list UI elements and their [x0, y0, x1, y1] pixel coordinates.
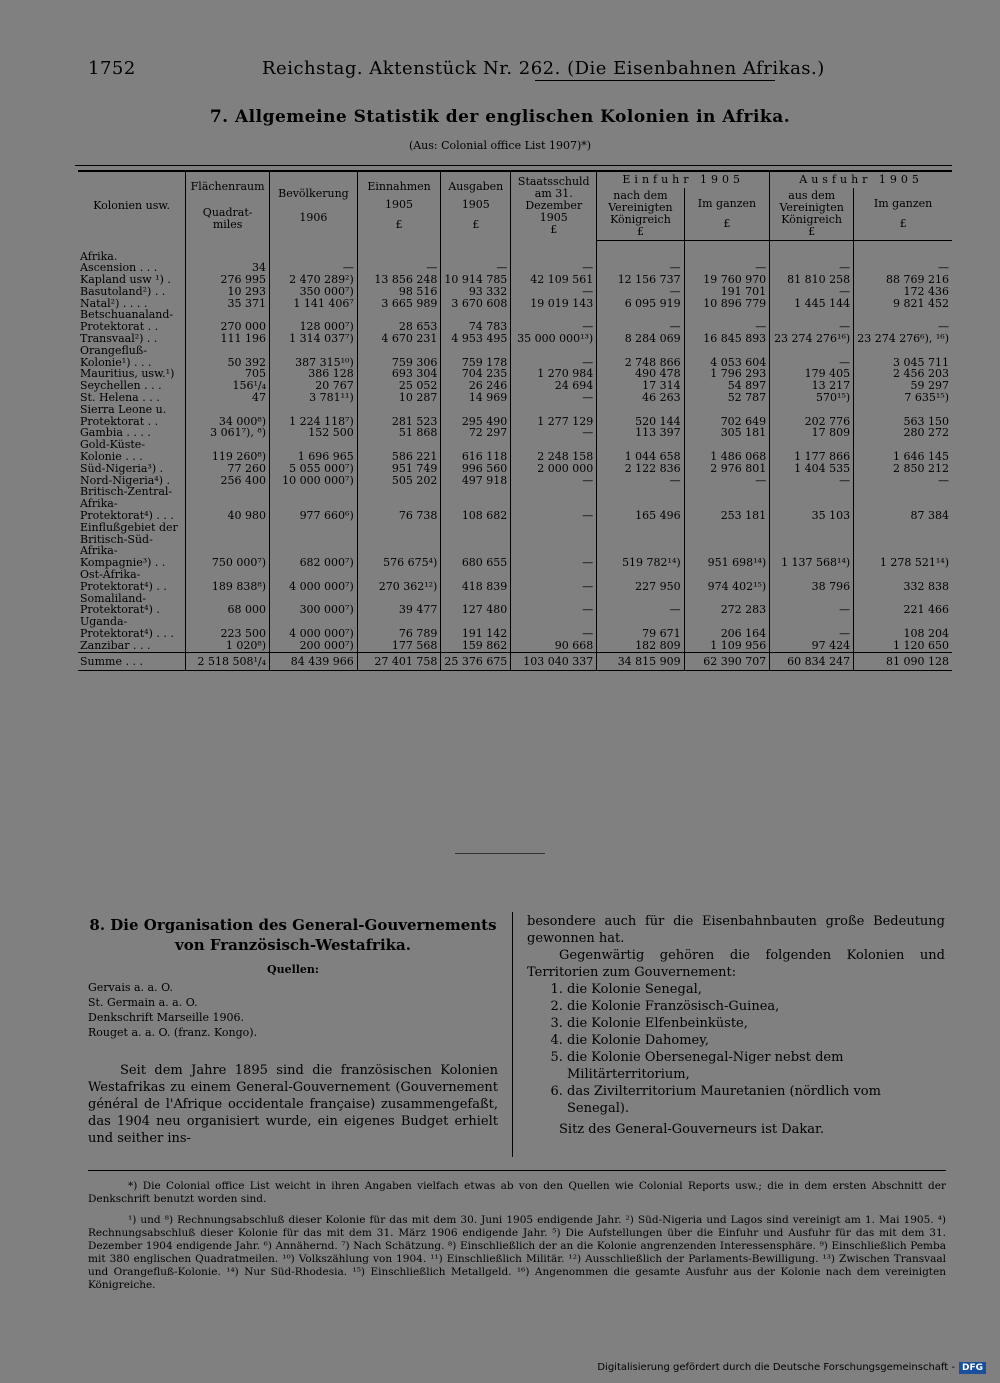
table-top-rule — [75, 165, 952, 166]
quellen-label: Quellen: — [267, 963, 319, 976]
table-cell: 26 246 — [441, 380, 511, 392]
colony-list-item: 4. die Kolonie Dahomey, — [567, 1032, 945, 1049]
table-cell: 7 635¹⁵) — [854, 392, 952, 404]
table-cell: 34 000⁸) — [186, 404, 270, 428]
table-cell: 1 109 956 — [684, 640, 770, 652]
table-cell: 152 500 — [270, 427, 358, 439]
table-cell: 87 384 — [854, 486, 952, 521]
table-cell: — — [770, 286, 854, 298]
table-cell: 497 918 — [441, 475, 511, 487]
table-row — [78, 309, 952, 333]
table-cell: 505 202 — [357, 475, 441, 487]
table-cell: 10 293 — [186, 286, 270, 298]
table-cell: 1 141 406⁷ — [270, 298, 358, 310]
colony-list-item: 2. die Kolonie Französisch-Guinea, — [567, 998, 945, 1015]
quellen-item: Rouget a. a. O. (franz. Kongo). — [88, 1026, 258, 1039]
table-cell: — — [511, 475, 597, 487]
table-cell: 576 675⁴) — [357, 522, 441, 569]
table-cell: 387 315¹⁰) — [270, 345, 358, 369]
table-cell: 16 845 893 — [684, 333, 770, 345]
table-row — [78, 439, 952, 463]
table-cell: 1 120 650 — [854, 640, 952, 652]
table-cell: 10 000 000⁷) — [270, 475, 358, 487]
colony-list-item: 6. das Zivilterritorium Mauretanien (nördlich vom Senegal). — [567, 1083, 945, 1117]
section8-title-line2: von Französisch-Westafrika. — [175, 936, 411, 954]
table-cell: 46 263 — [597, 392, 684, 404]
table-cell: 300 000⁷) — [270, 593, 358, 617]
table-cell: 54 897 — [684, 380, 770, 392]
table-cell: 586 221 — [357, 439, 441, 463]
table-cell: 1 404 535 — [770, 463, 854, 475]
table-cell: 74 783 — [441, 309, 511, 333]
colony-name-cell: Mauritius, usw.¹) — [80, 367, 175, 381]
table-cell: 10 896 779 — [684, 298, 770, 310]
table-cell: 156¹/₄ — [186, 380, 270, 392]
statistics-table — [78, 170, 952, 671]
header-einnahmen: Einnahmen 1905 £ — [357, 171, 441, 241]
table-cell: 202 776 — [770, 404, 854, 428]
table-cell: — — [597, 475, 684, 487]
table-cell: 119 260⁸) — [186, 439, 270, 463]
sum-cell: 81 090 128 — [854, 652, 952, 671]
column-divider — [512, 912, 513, 1157]
table-cell: 693 304 — [357, 368, 441, 380]
table-cell: 8 284 069 — [597, 333, 684, 345]
quellen-item: Gervais a. a. O. — [88, 981, 173, 994]
sum-cell: 27 401 758 — [357, 652, 441, 671]
section7-source: (Aus: Colonial office List 1907)*) — [408, 139, 592, 152]
quellen-item: St. Germain a. a. O. — [88, 996, 198, 1009]
table-cell: 17 809 — [770, 427, 854, 439]
table-cell: 5 055 000⁷) — [270, 463, 358, 475]
table-cell: 3 670 608 — [441, 298, 511, 310]
quellen-item: Denkschrift Marseille 1906. — [88, 1011, 245, 1024]
table-cell: — — [511, 286, 597, 298]
table-cell: 51 868 — [357, 427, 441, 439]
colony-name-cell: Süd-Nigeria³) . — [80, 461, 164, 475]
table-cell: 127 480 — [441, 593, 511, 617]
table-cell: 19 760 970 — [684, 274, 770, 286]
table-cell: 23 274 276⁶), ¹⁶) — [854, 333, 952, 345]
table-cell: 680 655 — [441, 522, 511, 569]
sum-cell: 25 376 675 — [441, 652, 511, 671]
table-cell: 93 332 — [441, 286, 511, 298]
table-cell: 2 850 212 — [854, 463, 952, 475]
table-cell: 6 095 919 — [597, 298, 684, 310]
table-cell: 1 696 965 — [270, 439, 358, 463]
table-cell: 2 000 000 — [511, 463, 597, 475]
header-bevoelkerung: Bevölkerung 1906 — [270, 171, 358, 241]
table-cell: 50 392 — [186, 345, 270, 369]
table-row — [78, 463, 952, 475]
table-cell: 570¹⁵) — [770, 392, 854, 404]
footnote-rule — [88, 1170, 946, 1171]
table-cell: 2 470 289²) — [270, 274, 358, 286]
sum-cell: 60 834 247 — [770, 652, 854, 671]
table-cell: 2 748 866 — [597, 345, 684, 369]
table-cell: 4 000 000⁷) — [270, 569, 358, 593]
table-cell: 34 — [186, 262, 270, 274]
table-cell: 28 653 — [357, 309, 441, 333]
table-cell: 272 283 — [684, 593, 770, 617]
table-cell: 68 000 — [186, 593, 270, 617]
table-cell: 97 424 — [770, 640, 854, 652]
table-cell: 256 400 — [186, 475, 270, 487]
section-label: Afrika. — [80, 249, 118, 263]
table-cell: 1 137 568¹⁴) — [770, 522, 854, 569]
table-cell: 76 789 — [357, 616, 441, 640]
table-cell: 1 278 521¹⁴) — [854, 522, 952, 569]
colony-list-item: 5. die Kolonie Obersenegal-Niger nebst dem Militärterritorium, — [567, 1049, 945, 1083]
table-cell: 3 061⁷), ⁸) — [186, 427, 270, 439]
credit-text: Digitalisierung gefördert durch die Deutsche Forschungsgemeinschaft - — [597, 1362, 955, 1373]
table-cell: 519 782¹⁴) — [597, 522, 684, 569]
table-cell: 1 020⁸) — [186, 640, 270, 652]
table-cell: — — [770, 345, 854, 369]
table-cell: 253 181 — [684, 486, 770, 521]
header-ausfuhr: Ausfuhr 1905 — [770, 171, 952, 188]
table-row — [78, 333, 952, 345]
header-flaeche: Flächenraum Quadrat-miles — [186, 171, 270, 241]
colony-name-cell: Zanzibar . . . — [80, 638, 151, 652]
table-cell: 35 371 — [186, 298, 270, 310]
sum-cell: 2 518 508¹/₄ — [186, 652, 270, 671]
header-einfuhr: Einfuhr 1905 — [597, 171, 770, 188]
colony-list — [527, 981, 945, 1117]
table-cell: — — [684, 309, 770, 333]
table-cell: 974 402¹⁵) — [684, 569, 770, 593]
table-cell: 81 810 258 — [770, 274, 854, 286]
table-cell: 179 405 — [770, 368, 854, 380]
table-cell: 52 787 — [684, 392, 770, 404]
sum-cell: 103 040 337 — [511, 652, 597, 671]
table-cell: 172 436 — [854, 286, 952, 298]
table-cell: 1 314 037⁷) — [270, 333, 358, 345]
table-cell: — — [854, 475, 952, 487]
table-cell: — — [511, 616, 597, 640]
table-cell: — — [511, 427, 597, 439]
table-cell: 1 224 118⁷) — [270, 404, 358, 428]
sum-cell: 62 390 707 — [684, 652, 770, 671]
table-row — [78, 593, 952, 617]
table-cell: 2 456 203 — [854, 368, 952, 380]
table-cell: 4 953 495 — [441, 333, 511, 345]
colony-name-cell: Britisch-Zentral-Afrika-Protektorat⁴) . . . — [80, 485, 174, 523]
footnotes-numbered: ¹) und ⁸) Rechnungsabschluß dieser Kolonie für das mit dem 30. Juni 1905 endigende Jahr. ²) Süd-Nigeria und Lagos sind vereinigt am 1. Mai 1905. ⁴) Rechnungsabschluß dieser Kolonie für das mit dem 31. März 1906 endigende Jahr. ⁵) Die Aufstellungen über die Einfuhr und Ausfuhr für das mit dem 31. Dezember 1904 endigende Jahr. ⁶) Annähernd. ⁷) Nach Schätzung. ⁸) Einschließlich der an die Kolonie angrenzenden Interessensphäre. ⁹) Einschließlich Pemba mit 380 englischen Quadratmeilen. ¹⁰) Volkszählung von 1904. ¹¹) Einschließlich Militär. ¹²) Ausschließlich der Parlaments-Bewilligung. ¹³) Zwischen Transvaal und Orangefluß-Kolonie. ¹⁴) Nur Süd-Rhodesia. ¹⁵) Einschließlich Metallgeld. ¹⁶) Angenommen die gesamte Ausfuhr aus der Kolonie nach dem vereinigten Königreiche. — [88, 1214, 946, 1291]
table-cell: 996 560 — [441, 463, 511, 475]
header-ausgaben: Ausgaben 1905 £ — [441, 171, 511, 241]
table-cell: 704 235 — [441, 368, 511, 380]
table-cell: 702 649 — [684, 404, 770, 428]
table-row — [78, 616, 952, 640]
table-cell: 977 660⁶) — [270, 486, 358, 521]
running-title: Reichstag. Aktenstück Nr. 262. (Die Eisenbahnen Afrikas.) — [262, 58, 825, 79]
table-cell: 35 000 000¹³) — [511, 333, 597, 345]
table-cell: 1 445 144 — [770, 298, 854, 310]
table-cell: 2 248 158 — [511, 439, 597, 463]
table-cell: 1 044 658 — [597, 439, 684, 463]
table-cell: 108 682 — [441, 486, 511, 521]
table-cell: 563 150 — [854, 404, 952, 428]
table-cell: 17 314 — [597, 380, 684, 392]
colony-name-cell: Orangefluß-Kolonie¹) . . . — [80, 343, 152, 369]
table-row — [78, 286, 952, 298]
table-cell: 88 769 216 — [854, 274, 952, 286]
table-cell: — — [357, 262, 441, 274]
table-cell: 1 277 129 — [511, 404, 597, 428]
table-cell: 13 217 — [770, 380, 854, 392]
table-cell: 3 045 711 — [854, 345, 952, 369]
table-cell: — — [511, 486, 597, 521]
colony-name-cell: Gold-Küste-Kolonie . . . — [80, 438, 146, 464]
table-cell: 281 523 — [357, 404, 441, 428]
colony-name-cell: Ost-Afrika-Protektorat⁴) . . — [80, 568, 167, 593]
table-cell: 332 838 — [854, 569, 952, 593]
table-cell: — — [770, 309, 854, 333]
table-cell: 189 838⁸) — [186, 569, 270, 593]
colony-name-cell: Sierra Leone u. Protektorat . . — [80, 402, 167, 428]
table-cell: 39 477 — [357, 593, 441, 617]
table-row — [78, 427, 952, 439]
colony-name-cell: Betschuanaland-Protektorat . . — [80, 308, 174, 334]
table-cell: 113 397 — [597, 427, 684, 439]
table-cell: 42 109 561 — [511, 274, 597, 286]
table-cell: 98 516 — [357, 286, 441, 298]
table-cell: 4 000 000⁷) — [270, 616, 358, 640]
colony-list-item: 3. die Kolonie Elfenbeinküste, — [567, 1015, 945, 1032]
header-ausfuhr-vk: aus dem Vereinigten Königreich £ — [770, 188, 854, 241]
section7-title: 7. Allgemeine Statistik der englischen Kolonien in Afrika. — [209, 107, 791, 127]
colony-name-cell: Nord-Nigeria⁴) . — [80, 473, 170, 487]
table-cell: 4 670 231 — [357, 333, 441, 345]
colony-name-cell: Gambia . . . . — [80, 426, 151, 440]
colony-name-cell: Einflußgebiet der Britisch-Süd-Afrika-Kompagnie³) . . — [80, 520, 178, 570]
table-cell: 206 164 — [684, 616, 770, 640]
colony-name-cell: Uganda-Protektorat⁴) . . . — [80, 615, 174, 640]
colony-name-cell: Somaliland-Protektorat⁴) . — [80, 591, 160, 617]
table-cell: 1 486 068 — [684, 439, 770, 463]
table-cell: — — [597, 593, 684, 617]
table-cell: 35 103 — [770, 486, 854, 521]
section8-title-line1: 8. Die Organisation des General-Gouvernements — [89, 916, 497, 934]
header-einfuhr-vk: nach dem Vereinigten Königreich £ — [597, 188, 684, 241]
table-cell: — — [854, 262, 952, 274]
table-cell: — — [511, 569, 597, 593]
table-cell: 191 701 — [684, 286, 770, 298]
table-cell: — — [511, 522, 597, 569]
table-row — [78, 392, 952, 404]
table-cell: 951 698¹⁴) — [684, 522, 770, 569]
section8-paragraph-right2: Gegenwärtig gehören die folgenden Kolonien und Territorien zum Gouvernement: — [527, 948, 945, 980]
table-cell: 182 809 — [597, 640, 684, 652]
section-separator — [455, 853, 545, 854]
table-cell: 418 839 — [441, 569, 511, 593]
table-cell: 295 490 — [441, 404, 511, 428]
table-cell: 227 950 — [597, 569, 684, 593]
table-cell: 305 181 — [684, 427, 770, 439]
colony-name-cell: Ascension . . . — [80, 261, 158, 275]
table-cell: 4 053 604 — [684, 345, 770, 369]
table-cell: — — [270, 262, 358, 274]
table-cell: — — [511, 309, 597, 333]
table-cell: 705 — [186, 368, 270, 380]
table-cell: 276 995 — [186, 274, 270, 286]
table-row — [78, 298, 952, 310]
table-cell: 19 019 143 — [511, 298, 597, 310]
colony-name-cell: Natal²) . . . . — [80, 296, 148, 310]
table-cell: 40 980 — [186, 486, 270, 521]
table-cell: 270 000 — [186, 309, 270, 333]
table-cell: 490 478 — [597, 368, 684, 380]
table-cell: 13 856 248 — [357, 274, 441, 286]
section8-left-column — [88, 915, 498, 1147]
table-cell: 1 270 984 — [511, 368, 597, 380]
table-cell: — — [597, 309, 684, 333]
table-cell: 59 297 — [854, 380, 952, 392]
colony-name-cell: Basutoland²) . . — [80, 284, 166, 298]
table-cell: 108 204 — [854, 616, 952, 640]
table-row — [78, 522, 952, 569]
sum-cell: 84 439 966 — [270, 652, 358, 671]
table-cell: 128 000⁷) — [270, 309, 358, 333]
table-cell: 350 000⁷) — [270, 286, 358, 298]
table-cell: — — [684, 262, 770, 274]
header-rule — [535, 80, 775, 81]
table-cell: 2 976 801 — [684, 463, 770, 475]
table-cell: 25 052 — [357, 380, 441, 392]
table-cell: 77 260 — [186, 463, 270, 475]
colony-name-cell: Transvaal²) . . — [80, 332, 158, 346]
section8-paragraph-left: Seit dem Jahre 1895 sind die französischen Kolonien Westafrikas zu einem General-Gouvernement (Gouvernement général de l'Afrique occidentale française) zusammengefaßt, das 1904 neu organisiert wurde, ein eigenes Budget erhielt und seither ins- — [88, 1063, 498, 1146]
table-cell: 79 671 — [597, 616, 684, 640]
table-cell: — — [684, 475, 770, 487]
table-cell: 520 144 — [597, 404, 684, 428]
table-cell: 386 128 — [270, 368, 358, 380]
table-cell: — — [597, 262, 684, 274]
header-ausfuhr-ganz: Im ganzen £ — [854, 188, 952, 241]
table-cell: 951 749 — [357, 463, 441, 475]
table-row — [78, 640, 952, 652]
table-cell: 3 781¹¹) — [270, 392, 358, 404]
colony-name-cell: Seychellen . . . — [80, 379, 162, 393]
header-staatsschuld: Staatsschuld am 31. Dezember 1905 £ — [511, 171, 597, 241]
table-row — [78, 486, 952, 521]
table-cell: — — [511, 262, 597, 274]
table-cell: 3 665 989 — [357, 298, 441, 310]
table-cell: 23 274 276¹⁶) — [770, 333, 854, 345]
table-cell: 280 272 — [854, 427, 952, 439]
table-cell: 750 000⁷) — [186, 522, 270, 569]
table-cell: 165 496 — [597, 486, 684, 521]
table-cell: 10 914 785 — [441, 274, 511, 286]
table-cell: 76 738 — [357, 486, 441, 521]
table-cell: 10 287 — [357, 392, 441, 404]
table-cell: 38 796 — [770, 569, 854, 593]
table-cell: 177 568 — [357, 640, 441, 652]
table-cell: 9 821 452 — [854, 298, 952, 310]
table-cell: — — [511, 392, 597, 404]
sum-cell: 34 815 909 — [597, 652, 684, 671]
table-cell: 223 500 — [186, 616, 270, 640]
table-row — [78, 274, 952, 286]
table-cell: — — [770, 475, 854, 487]
table-cell: 1 796 293 — [684, 368, 770, 380]
table-cell: 616 118 — [441, 439, 511, 463]
table-cell: 759 178 — [441, 345, 511, 369]
colony-name-cell: Kapland usw ¹) . — [80, 273, 171, 287]
header-kolonien: Kolonien usw. — [78, 171, 186, 241]
table-cell: 682 000⁷) — [270, 522, 358, 569]
table-cell: 47 — [186, 392, 270, 404]
header-einfuhr-ganz: Im ganzen £ — [684, 188, 770, 241]
table-cell: 191 142 — [441, 616, 511, 640]
table-cell: 90 668 — [511, 640, 597, 652]
table-cell: 12 156 737 — [597, 274, 684, 286]
table-cell: 200 000⁷) — [270, 640, 358, 652]
table-row — [78, 569, 952, 593]
page-number: 1752 — [88, 58, 136, 79]
table-cell: 72 297 — [441, 427, 511, 439]
sum-label: Summe . . . — [78, 652, 186, 671]
digitization-credit — [597, 1362, 986, 1374]
colony-name-cell: St. Helena . . . — [80, 391, 160, 405]
table-cell: 1 177 866 — [770, 439, 854, 463]
table-cell: 1 646 145 — [854, 439, 952, 463]
table-cell: — — [770, 262, 854, 274]
table-cell: 2 122 836 — [597, 463, 684, 475]
table-cell: 24 694 — [511, 380, 597, 392]
table-row — [78, 475, 952, 487]
section8-paragraph-right1: besondere auch für die Eisenbahnbauten große Bedeutung gewonnen hat. — [527, 914, 945, 946]
table-cell: — — [511, 593, 597, 617]
footnote-star: *) Die Colonial office List weicht in ihren Angaben vielfach etwas ab von den Quellen wie Colonial Reports usw.; die in dem ersten Abschnitt der Denkschrift benutzt worden sind. — [88, 1180, 946, 1205]
section8-right-column — [527, 913, 945, 1138]
table-cell: 14 969 — [441, 392, 511, 404]
table-cell: — — [770, 593, 854, 617]
colony-list-item: 1. die Kolonie Senegal, — [567, 981, 945, 998]
table-cell: — — [597, 286, 684, 298]
table-cell: — — [854, 309, 952, 333]
dfg-logo: DFG — [959, 1362, 986, 1374]
quellen-list — [88, 980, 498, 1040]
table-row — [78, 345, 952, 369]
table-cell: 759 306 — [357, 345, 441, 369]
table-cell: — — [770, 616, 854, 640]
section8-paragraph-right3: Sitz des General-Gouverneurs ist Dakar. — [559, 1122, 824, 1137]
table-row — [78, 404, 952, 428]
table-cell: — — [511, 345, 597, 369]
table-cell: 270 362¹²) — [357, 569, 441, 593]
table-cell: 221 466 — [854, 593, 952, 617]
table-cell: 159 862 — [441, 640, 511, 652]
sum-row — [78, 652, 952, 671]
table-cell: 111 196 — [186, 333, 270, 345]
table-cell: — — [441, 262, 511, 274]
table-cell: 20 767 — [270, 380, 358, 392]
